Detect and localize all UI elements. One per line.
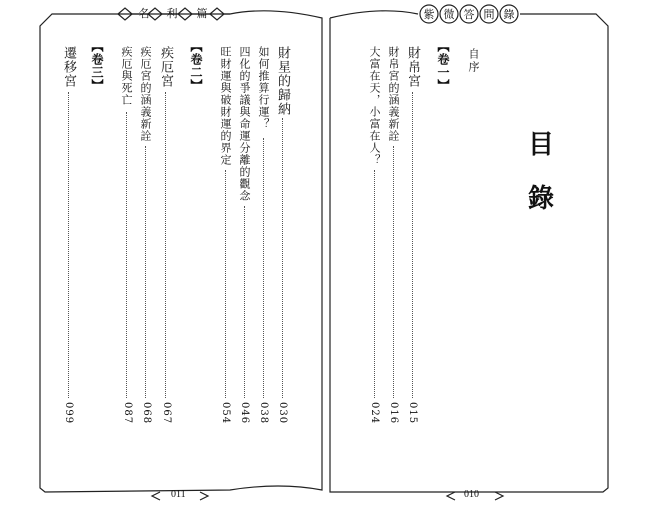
toc-page-number: 068 (141, 402, 152, 425)
right-banner-char-3: 答 (463, 8, 475, 21)
toc-leader (374, 170, 375, 398)
left-banner-char-1: 名 (138, 7, 150, 20)
right-banner-char-2: 微 (443, 8, 455, 21)
toc-leader (225, 170, 226, 398)
toc-entry-illness-death: 疾厄與死亡 (120, 46, 133, 106)
toc-leader (412, 92, 413, 398)
toc-entry-health-meaning: 疾厄宮的涵義新詮 (139, 46, 152, 142)
toc-heading-health-palace: 疾厄宮 (158, 46, 173, 88)
toc-leader (244, 206, 245, 398)
toc-volume-1: 【卷一】 (436, 40, 450, 92)
toc-entry-wealth-luck: 旺財運與破財運的界定 (219, 46, 232, 166)
toc-page-number: 030 (277, 402, 288, 425)
toc-leader (282, 118, 283, 398)
toc-heading-wealth-stars: 財星的歸納 (275, 46, 290, 116)
toc-entry-great-wealth: 大富在天，小富在人？ (368, 46, 381, 166)
right-banner-char-1: 紫 (423, 8, 435, 21)
toc-page-number: 015 (407, 402, 418, 425)
toc-leader (263, 138, 264, 398)
toc-page-number: 024 (369, 402, 380, 425)
toc-leader (126, 112, 127, 398)
toc-preface: 自序 (467, 48, 480, 74)
toc-page-number: 016 (388, 402, 399, 425)
toc-leader (68, 92, 69, 398)
left-page-number: 011 (171, 489, 186, 500)
toc-page-number: 067 (161, 402, 172, 425)
toc-leader (145, 146, 146, 398)
toc-heading-travel-palace: 遷移宮 (61, 46, 76, 88)
toc-volume-3: 【卷三】 (90, 40, 104, 92)
left-banner-char-3: 篇 (196, 7, 208, 20)
toc-page-number: 046 (239, 402, 250, 425)
right-banner-char-5: 錄 (503, 8, 515, 21)
toc-entry-wealth-meaning: 財帛宮的涵義新詮 (387, 46, 400, 142)
toc-entry-fortune-calc: 如何推算行運？ (257, 46, 270, 130)
contents-title-char-2: 錄 (528, 184, 555, 214)
left-banner-char-2: 利 (166, 7, 178, 20)
contents-title-char-1: 目 (528, 130, 555, 160)
right-page-number: 010 (464, 489, 479, 500)
toc-volume-2: 【卷二】 (189, 40, 203, 92)
toc-page-number: 054 (220, 402, 231, 425)
toc-heading-wealth-palace: 財帛宮 (405, 46, 420, 88)
toc-page-number: 038 (258, 402, 269, 425)
toc-page-number: 099 (63, 402, 74, 425)
toc-page-number: 087 (122, 402, 133, 425)
toc-leader (165, 92, 166, 398)
right-banner-char-4: 問 (483, 8, 495, 21)
toc-leader (393, 146, 394, 398)
toc-entry-four-transformations: 四化的爭議與命運分離的觀念 (238, 46, 251, 202)
